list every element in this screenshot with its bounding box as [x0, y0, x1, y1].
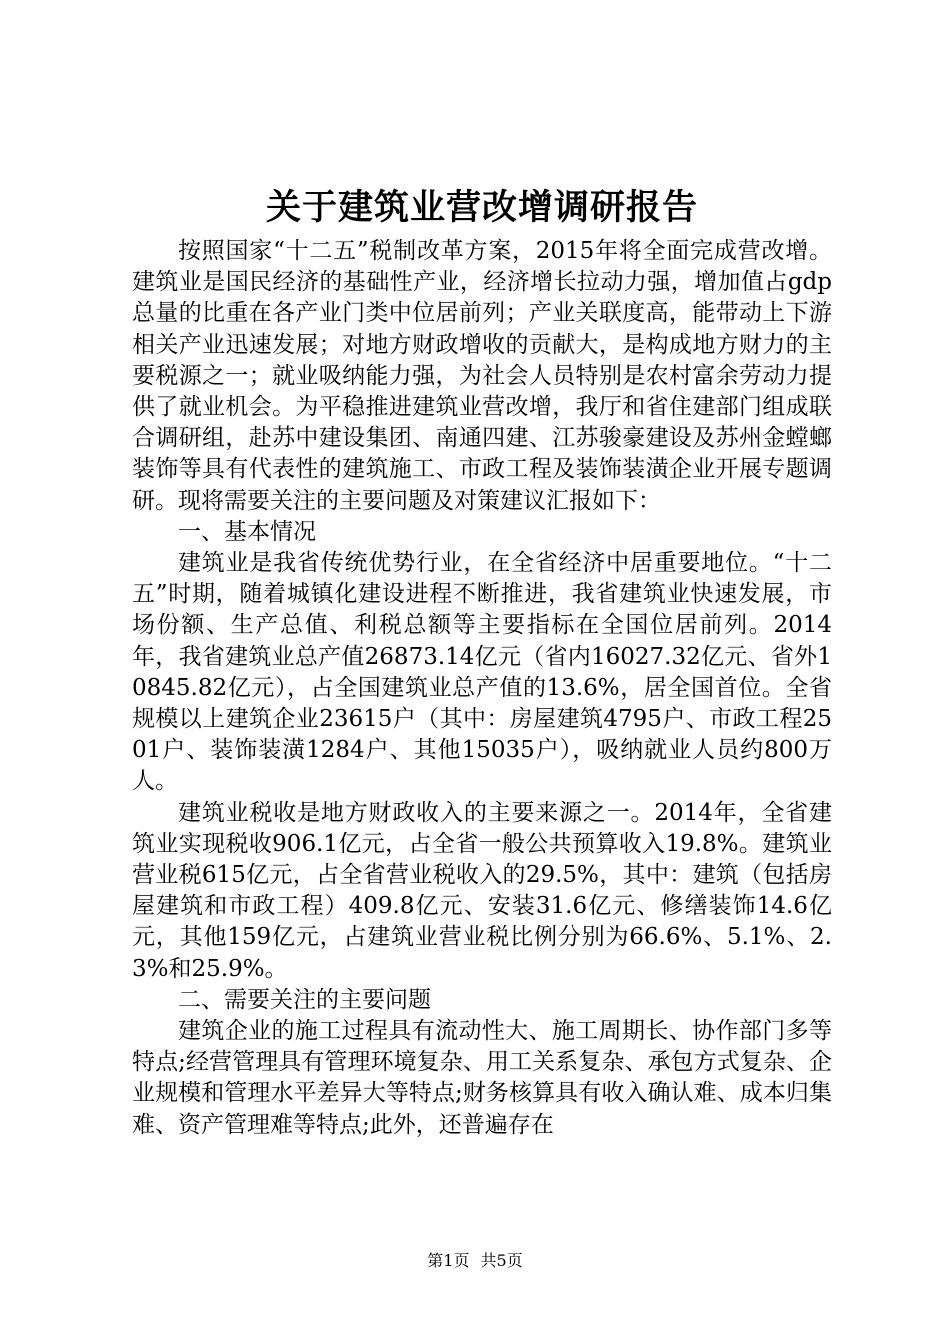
- section1-paragraph-1: 建筑业是我省传统优势行业，在全省经济中居重要地位。“十二五”时期，随着城镇化建设进程不断推进，我省建筑业快速发展，市场份额、生产总值、利税总额等主要指标在全国位居前列。2014年，我省建筑业总产值26873.14亿元（省内16027.32亿元、省外10845.82亿元），占全国建筑业总产值的13.6%，居全国首位。全省规模以上建筑企业23615户（其中：房屋建筑4795户、市政工程2501户、装饰装潢1284户、其他15035户），吸纳就业人员约800万人。: [132, 550, 832, 795]
- intro-paragraph: 按照国家“十二五”税制改革方案，2015年将全面完成营改增。建筑业是国民经济的基础性产业，经济增长拉动力强，增加值占gdp总量的比重在各产业门类中位居前列；产业关联度高，能带动上下游相关产业迅速发展；对地方财政增收的贡献大，是构成地方财力的主要税源之一；就业吸纳能力强，为社会人员特别是农村富余劳动力提供了就业机会。为平稳推进建筑业营改增，我厅和省住建部门组成联合调研组，赴苏中建设集团、南通四建、江苏骏豪建设及苏州金螳螂装饰等具有代表性的建筑施工、市政工程及装饰装潢企业开展专题调研。现将需要关注的主要问题及对策建议汇报如下：: [132, 238, 832, 514]
- document-title: 关于建筑业营改增调研报告: [265, 188, 698, 228]
- section-heading-main-issues: 二、需要关注的主要问题: [178, 986, 431, 1013]
- document-page: [132, 182, 832, 1141]
- page-number: 第1页: [427, 1251, 470, 1270]
- section2-paragraph-1: 建筑企业的施工过程具有流动性大、施工周期长、协作部门多等特点;经营管理具有管理环境复杂、用工关系复杂、承包方式复杂、企业规模和管理水平差异大等特点;财务核算具有收入确认难、成本归集难、资产管理难等特点;此外，还普遍存在: [132, 1018, 832, 1138]
- page-footer: [0, 1250, 950, 1272]
- section-heading-basic-situation: 一、基本情况: [178, 518, 316, 545]
- page-total: 共5页: [480, 1251, 523, 1270]
- section1-paragraph-2: 建筑业税收是地方财政收入的主要来源之一。2014年，全省建筑业实现税收906.1亿元，占全省一般公共预算收入19.8%。建筑业营业税615亿元，占全省营业税收入的29.5%，其中：建筑（包括房屋建筑和市政工程）409.8亿元、安装31.6亿元、修缮装饰14.6亿元，其他159亿元，占建筑业营业税比例分别为66.6%、5.1%、2.3%和25.9%。: [132, 799, 832, 982]
